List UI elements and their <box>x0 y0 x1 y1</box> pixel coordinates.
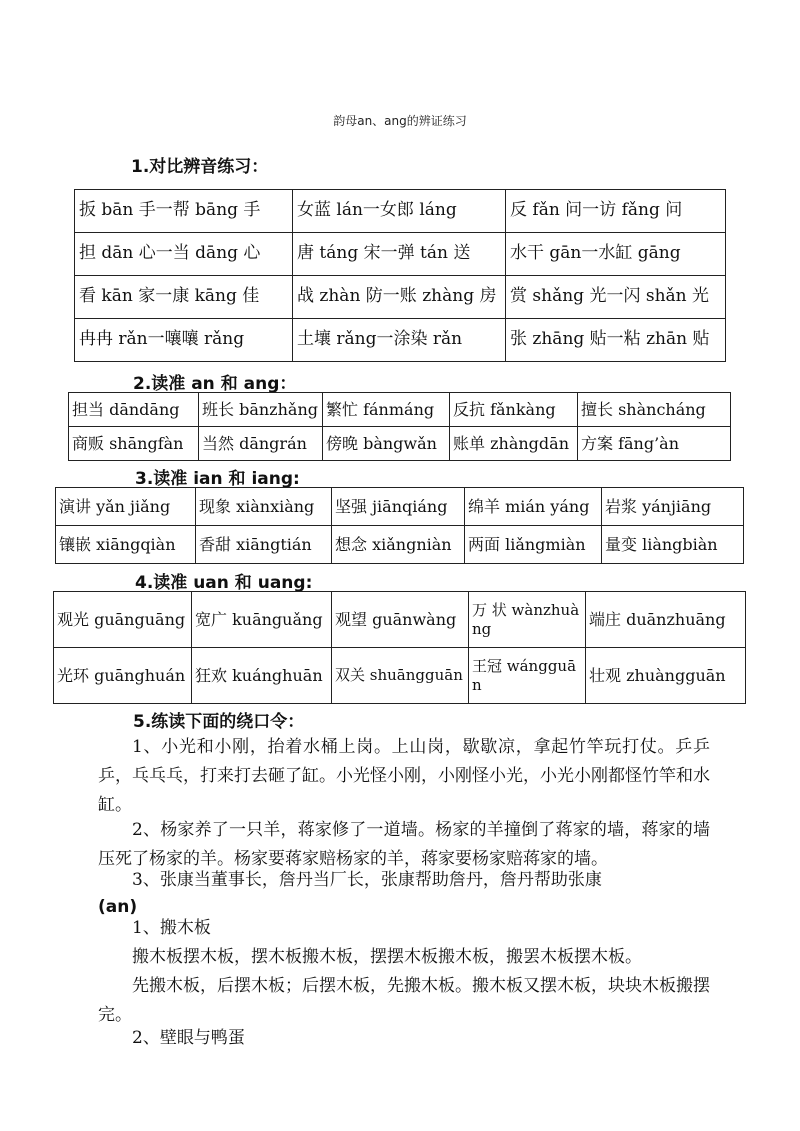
table-cell: 想念 xiǎngniàn <box>332 526 465 564</box>
table-row <box>56 526 744 564</box>
section1-heading: 1.对比辨音练习： <box>131 157 269 177</box>
table-cell: 香甜 xiāngtián <box>196 526 332 564</box>
table-cell: 狂欢 kuánghuān <box>192 648 332 704</box>
contrast-table <box>74 189 726 362</box>
table-cell: 宽广 kuānguǎng <box>192 592 332 648</box>
table-cell: 反抗 fǎnkàng <box>450 393 578 427</box>
table-row <box>75 276 726 319</box>
table-cell: 双关 shuāngguān <box>332 648 469 704</box>
table-cell: 反 fǎn 问一访 fǎng 问 <box>506 190 726 233</box>
ian-iang-table <box>55 487 744 564</box>
section2-heading: 2.读准 an 和 ang： <box>133 374 297 394</box>
table-cell: 端庄 duānzhuāng <box>586 592 746 648</box>
table-cell: 张 zhāng 贴一粘 zhān 贴 <box>506 319 726 362</box>
table-cell: 当然 dāngrán <box>199 427 323 461</box>
table-cell: 商贩 shāngfàn <box>69 427 199 461</box>
table-row <box>69 427 731 461</box>
an-ang-table <box>68 392 731 461</box>
document-title: 韵母an、ang的辨证练习 <box>333 114 467 128</box>
table-cell: 战 zhàn 防一账 zhàng 房 <box>293 276 506 319</box>
table-row <box>75 233 726 276</box>
table-cell: 现象 xiànxiàng <box>196 488 332 526</box>
table-cell: 冉冉 rǎn一嚷嚷 rǎng <box>75 319 293 362</box>
an-item1-title: 1、搬木板 <box>132 918 211 938</box>
table-cell: 唐 táng 宋一弹 tán 送 <box>293 233 506 276</box>
table-cell: 擅长 shàncháng <box>578 393 731 427</box>
table-row <box>69 393 731 427</box>
table-cell: 班长 bānzhǎng <box>199 393 323 427</box>
table-cell: 水干 gān一水缸 gāng <box>506 233 726 276</box>
table-cell: 岩浆 yánjiāng <box>602 488 744 526</box>
table-cell: 繁忙 fánmáng <box>323 393 450 427</box>
table-cell: 演讲 yǎn jiǎng <box>56 488 196 526</box>
table-row <box>54 648 746 704</box>
an-item1-line: 先搬木板，后摆木板；后摆木板，先搬木板。搬木板又摆木板，块块木板搬摆完。 <box>98 976 710 1025</box>
tongue-twister-1: 1、小光和小刚，抬着水桶上岗。上山岗，歇歇凉，拿起竹竿玩打仗。乒乒乒，乓乓乓，打来打去砸了缸。小光怪小刚，小刚怪小光，小光小刚都怪竹竿和水缸。 <box>98 737 710 815</box>
tongue-twister-3: 3、张康当董事长，詹丹当厂长，张康帮助詹丹，詹丹帮助张康 <box>132 870 602 890</box>
table-row <box>54 592 746 648</box>
table-cell: 量变 liàngbiàn <box>602 526 744 564</box>
table-cell: 绵羊 mián yáng <box>465 488 602 526</box>
an-item1-line: 搬木板摆木板，摆木板搬木板，摆摆木板搬木板，搬罢木板摆木板。 <box>132 947 642 967</box>
table-row <box>75 190 726 233</box>
table-cell: 观望 guānwàng <box>332 592 469 648</box>
uan-uang-table <box>53 591 746 704</box>
table-cell: 镶嵌 xiāngqiàn <box>56 526 196 564</box>
table-cell: 万 状 wànzhuàng <box>469 592 586 648</box>
table-cell: 傍晚 bàngwǎn <box>323 427 450 461</box>
table-cell: 光环 guānghuán <box>54 648 192 704</box>
table-cell: 土壤 rǎng一涂染 rǎn <box>293 319 506 362</box>
table-cell: 王冠 wángguān <box>469 648 586 704</box>
section4-heading: 4.读准 uan 和 uang: <box>135 573 313 593</box>
table-cell: 账单 zhàngdān <box>450 427 578 461</box>
table-cell: 两面 liǎngmiàn <box>465 526 602 564</box>
table-cell: 坚强 jiānqiáng <box>332 488 465 526</box>
table-cell: 方案 fāng’àn <box>578 427 731 461</box>
table-cell: 赏 shǎng 光一闪 shǎn 光 <box>506 276 726 319</box>
tongue-twister-2: 2、杨家养了一只羊，蒋家修了一道墙。杨家的羊撞倒了蒋家的墙，蒋家的墙压死了杨家的羊。杨家要蒋家赔杨家的羊，蒋家要杨家赔蒋家的墙。 <box>98 820 710 869</box>
table-cell: 扳 bān 手一帮 bāng 手 <box>75 190 293 233</box>
table-cell: 担 dān 心一当 dāng 心 <box>75 233 293 276</box>
section5-heading: 5.练读下面的绕口令： <box>133 712 305 732</box>
table-row <box>75 319 726 362</box>
table-cell: 担当 dāndāng <box>69 393 199 427</box>
an-item2-title: 2、壁眼与鸭蛋 <box>132 1028 245 1048</box>
table-cell: 壮观 zhuàngguān <box>586 648 746 704</box>
table-cell: 观光 guānguāng <box>54 592 192 648</box>
table-row <box>56 488 744 526</box>
section3-heading: 3.读准 ian 和 iang: <box>135 469 300 489</box>
an-label: (an) <box>98 897 138 917</box>
table-cell: 女蓝 lán一女郎 láng <box>293 190 506 233</box>
table-cell: 看 kān 家一康 kāng 佳 <box>75 276 293 319</box>
